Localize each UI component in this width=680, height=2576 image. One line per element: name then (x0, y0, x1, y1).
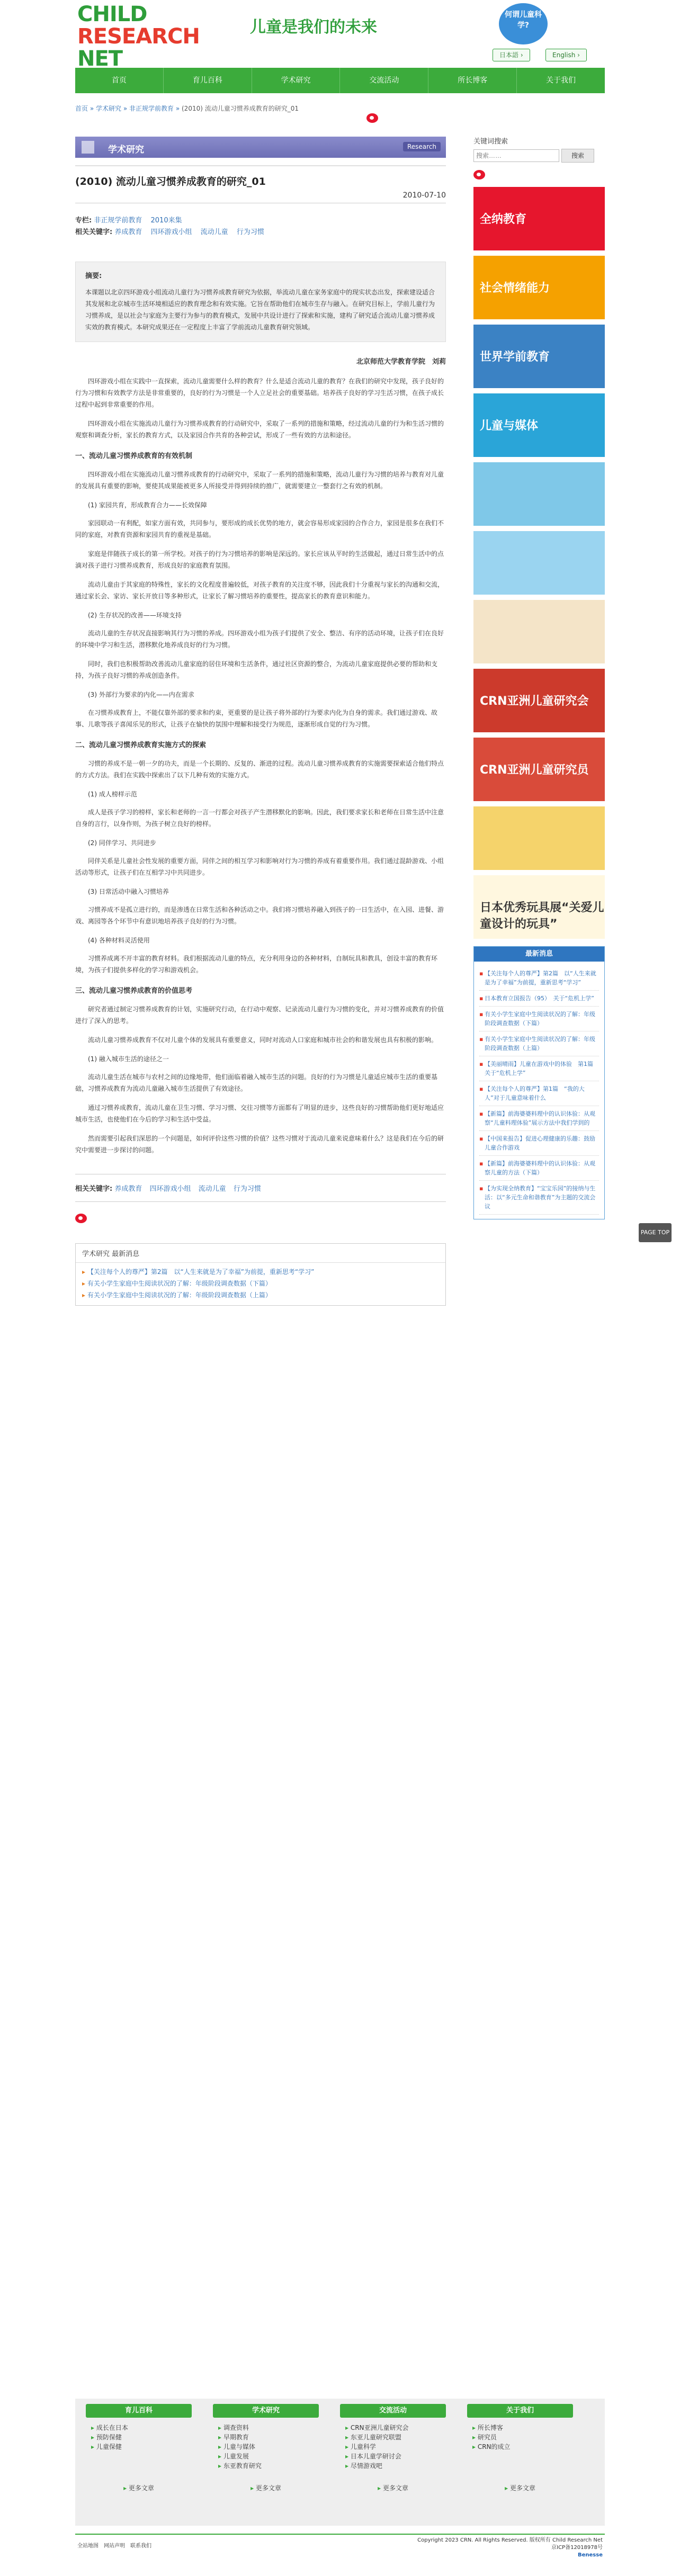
subheading: (1) 成人榜样示范 (88, 791, 137, 798)
footer-links[interactable]: 全站地图 网站声明 联系我们 (77, 2543, 151, 2549)
article-author: 北京师范大学教育学院 刘莉 (356, 358, 446, 366)
paragraph: 通过习惯养成教育，流动儿童在卫生习惯、学习习惯、交往习惯等方面都有了明显的进步，这些良好的习惯帮助他们更好地适应城市生活，也使他们在今后的学习和生活中受益。 (75, 1104, 444, 1123)
latest-item[interactable]: ▪ 【新篇】前海婆婆料理中的认识体验：从观察儿童的方法（下篇） (479, 1156, 599, 1181)
keyword-link[interactable]: 四环游戏小组 (150, 228, 192, 236)
paragraph: 四环游戏小组在实施流动儿童行为习惯养成教育的行动研究中，采取了一系列的措施和策略，经过流动儿童的行为和生活习惯的观察和调查分析，家长的教育方式，以及家园合作共育的各种尝试，形成了一些有效的方法和途径。 (75, 420, 444, 439)
category-link[interactable]: 非正规学前教育 (94, 217, 142, 225)
category-link[interactable]: 2010来集 (150, 217, 182, 225)
paragraph: 同伴关系是儿童社会性发展的重要方面，同伴之间的相互学习和影响对行为习惯的养成有着重要作用。我们通过混龄游戏、小组活动等形式，让孩子们在互相学习中共同进步。 (75, 857, 444, 876)
sidebar-banner-label: CRN亚洲儿童研究员 (480, 764, 589, 777)
keyword-link[interactable]: 流动儿童 (198, 1185, 226, 1193)
paragraph: 流动儿童的生存状况直接影响其行为习惯的养成。四环游戏小组为孩子们提供了安全、整洁、有序的活动环境，让孩子们在良好的环境中学习和生活，潜移默化地养成良好的行为习惯。 (75, 630, 444, 649)
article-body (75, 375, 446, 1156)
footer-column-heading[interactable]: 关于我们 (467, 2404, 573, 2418)
footer-copyright-block (417, 2537, 603, 2559)
paragraph: 然而需要引起我们深思的一个问题是，如何评价这些习惯的价值？这些习惯对于流动儿童来说意味着什么？这是我们在今后的研究中需要进一步探讨的问题。 (75, 1135, 444, 1154)
article-title: (2010) 流动儿童习惯养成教育的研究_01 (75, 176, 266, 187)
footer-link[interactable]: ▸ 成长在日本 (91, 2423, 192, 2433)
latest-item[interactable]: ▪ 日本教育立国报告（95） 关于“危机上学” (479, 991, 599, 1007)
keyword-link[interactable]: 流动儿童 (200, 228, 228, 236)
paragraph: 家园联动一有利配，如家方面有效，共同参与，要形成的成长优势的地方，就会容易形成家园的合作合力，家园是很多在我们不同的家庭，对教育资源和家园共育的重视是基础。 (75, 519, 444, 538)
keywords-label: 相关关键字: (75, 228, 113, 236)
bottom-keywords (75, 1174, 446, 1202)
nav-research[interactable]: 学术研究 (252, 68, 341, 93)
keyword-link[interactable]: 行为习惯 (233, 1185, 261, 1193)
benesse-logo: Benesse (578, 2552, 603, 2558)
keyword-link[interactable]: 四环游戏小组 (149, 1185, 191, 1193)
paragraph: 流动儿童习惯养成教育不仅对儿童个体的发展具有重要意义，同时对流动人口家庭和城市社会的和谐发展也具有积极的影响。 (88, 1036, 438, 1044)
footer-link[interactable]: ▸ 调查资料 (218, 2423, 319, 2433)
sidebar-banner[interactable] (473, 256, 605, 319)
footer-more-link[interactable]: ▸ 更多文章 (340, 2483, 446, 2492)
related-news (75, 1243, 446, 1306)
article-date: 2010-07-10 (75, 191, 446, 203)
paragraph: 家庭是伴随孩子成长的第一所学校。对孩子的行为习惯培养的影响是深远的。家长应该从平时的生活做起，通过日常生活中的点滴对孩子进行习惯养成教育，形成良好的家庭教育氛围。 (75, 550, 444, 569)
keyword-link[interactable]: 行为习惯 (236, 228, 264, 236)
search-button[interactable]: 搜索 (561, 149, 594, 163)
subheading: (2) 生存状况的改善——环境支持 (88, 612, 182, 619)
footer-column (340, 2404, 446, 2471)
paragraph: 习惯养成不是孤立进行的，而是渗透在日常生活和各种活动之中。我们将习惯培养融入到孩子的一日生活中，在入园、进餐、游戏、离园等各个环节中有意识地培养孩子良好的行为习惯。 (75, 906, 444, 925)
crumb-research[interactable]: 学术研究 (96, 105, 122, 112)
logo-child: CHILD (77, 2, 147, 26)
latest-item[interactable]: ▪ 有关小学生家庭中生阅读状况的了解：年级阶段调查数据（下篇） (479, 1007, 599, 1031)
article-tags (75, 215, 446, 238)
search-label: 关键词搜索 (473, 138, 508, 146)
sidebar-banner-label: 社会情绪能力 (480, 282, 550, 295)
nav-exchange[interactable]: 交流活动 (340, 68, 428, 93)
logo-research: RESEARCH (77, 24, 200, 49)
weibo-icon[interactable] (473, 170, 485, 179)
footer-link[interactable]: ▸ CRN的成立 (472, 2442, 573, 2452)
paragraph: 四环游戏小组在实施流动儿童习惯养成教育的行动研究中，采取了一系列的措施和策略，流动儿童行为习惯的培养与教育对儿童的发展具有重要的影响，要使其成果能被更多人所接受并得到持续的推广，就需要建立一整套行之有效的机制。 (75, 471, 444, 490)
paragraph: 在习惯养成教育上，不能仅靠外部的要求和约束，更重要的是让孩子将外部的行为要求内化为自身的需求。我们通过游戏、故事、儿歌等孩子喜闻乐见的形式，让孩子在愉快的氛围中理解和接受行为规范，逐渐形成自觉的行为习惯。 (75, 709, 438, 728)
footer-column (467, 2404, 573, 2471)
sidebar-banner[interactable] (473, 393, 605, 457)
footer-column-heading[interactable]: 育儿百科 (86, 2404, 192, 2418)
keyword-link[interactable]: 养成教育 (114, 1185, 142, 1193)
crumb-sep: » (174, 105, 182, 112)
footer-more-link[interactable]: ▸ 更多文章 (86, 2483, 192, 2492)
sidebar-banner[interactable] (473, 531, 605, 595)
sidebar-banner[interactable] (473, 325, 605, 388)
sidebar (473, 98, 605, 1219)
section-heading: 三、流动儿童习惯养成教育的价值思考 (75, 987, 193, 995)
paragraph: 同时，我们也积极帮助改善流动儿童家庭的居住环境和生活条件，通过社区资源的整合，为流动儿童家庭提供必要的帮助和支持，为孩子良好习惯的养成创造条件。 (75, 660, 438, 679)
latest-item[interactable]: ▪ 【美丽晴雨】儿童在游戏中的体验 第1篇 关于“危机上学” (479, 1056, 599, 1081)
latest-heading: 最新消息 (474, 947, 604, 962)
subheading: (2) 同伴学习、共同进步 (88, 839, 156, 847)
footer-link[interactable]: ▸ 预防保健 (91, 2433, 192, 2442)
abstract-box (75, 262, 446, 342)
subheading: (1) 融入城市生活的途径之一 (88, 1055, 169, 1063)
related-heading: 学术研究 最新消息 (76, 1244, 445, 1263)
footer-column (213, 2404, 319, 2471)
abstract-text: 本课题以北京四环游戏小组流动儿童行为习惯养成教育研究为依据，举流动儿童在家务家庭中的现实状态出发，探索建设适合其发展和北京城市生活环境相适应的教育理念和有效实施。它旨在帮助他们在城市生存与融入。在研究目标上，学前儿童行为习惯养成，是以社会与家庭为主要行为参与的教育模式，发展中共设计进行了探索和实施，建构了研究适合流动儿童习惯养成实效的教育模式。本研究成果还在一定程度上丰富了学前流动儿童教育研究领域。 (85, 289, 435, 331)
footer-link[interactable]: ▸ 所长博客 (472, 2423, 573, 2433)
sidebar-banner-label: 日本优秀玩具展“关爱儿童设计的玩具” (480, 901, 604, 931)
crumb-category[interactable]: 非正规学前教育 (129, 105, 174, 112)
abstract-heading: 摘要: (85, 272, 102, 280)
logo-net: NET (77, 47, 123, 71)
section-tag: Research (403, 142, 441, 151)
crumb-home[interactable]: 首页 (75, 105, 88, 112)
footer-more-row (75, 2483, 605, 2492)
footer-link[interactable]: ▸ 日本儿童学研讨会 (345, 2452, 446, 2461)
related-item[interactable]: ▸ 【关注每个人的尊严】第2篇 以“人生来就是为了幸福”为前提，重新思考“学习” (82, 1266, 445, 1278)
latest-item[interactable]: ▪ 【新篇】前海婆婆料理中的认识体验：从观察“儿童料理体验”展示方法中我们学到的 (479, 1106, 599, 1131)
nav-about[interactable]: 关于我们 (546, 76, 576, 85)
weibo-share-icon[interactable] (366, 113, 378, 123)
nav-home[interactable]: 首页 (75, 68, 164, 93)
sidebar-banner-label: 全纳教育 (480, 213, 527, 226)
footer-link[interactable]: ▸ 儿童与媒体 (218, 2442, 319, 2452)
related-item[interactable]: ▸ 有关小学生家庭中生阅读状况的了解：年级阶段调查数据（上篇） (82, 1289, 445, 1301)
banner-list (473, 187, 605, 939)
section-heading: 一、流动儿童习惯养成教育的有效机制 (75, 452, 193, 460)
sidebar-banner-label: 儿童与媒体 (480, 419, 539, 433)
page (75, 0, 605, 2558)
footer-column-heading[interactable]: 交流活动 (340, 2404, 446, 2418)
footer-columns (75, 2399, 605, 2476)
subheading: (3) 外部行为要求的内化——内在需求 (88, 691, 194, 698)
keyword-link[interactable]: 养成教育 (114, 228, 142, 236)
sidebar-banner-label: 世界学前教育 (480, 351, 550, 364)
keywords-label: 相关关键字: (75, 1185, 113, 1193)
lang-ja-button[interactable]: 日本語 › (493, 49, 530, 61)
section-icon (82, 141, 94, 154)
latest-news (473, 946, 605, 1219)
footer-link[interactable]: ▸ 东亚教育研究 (218, 2461, 319, 2471)
footer-column-heading[interactable]: 学术研究 (213, 2404, 319, 2418)
sidebar-banner[interactable] (473, 738, 605, 801)
main-content (75, 98, 446, 1306)
paragraph: 流动儿童由于其家庭的特殊性，家长的文化程度普遍较低，对孩子教育的关注度不够，因此我们十分重视与家长的沟通和交流，通过家长会、家访、家长开放日等多种形式，让家长了解习惯培养的重要性，提高家长的教育意识和能力。 (75, 581, 444, 600)
sidebar-banner[interactable] (473, 462, 605, 526)
share-row (75, 1214, 446, 1225)
paragraph: 研究者通过制定习惯养成教育的计划，实施研究行动，在行动中观察、记录流动儿童行为习惯的变化，并对习惯养成教育的价值进行了深入的思考。 (75, 1006, 444, 1025)
main-nav (75, 68, 605, 93)
crumb-current: (2010) 流动儿童习惯养成教育的研究_01 (182, 105, 299, 112)
subheading: (4) 各种材料灵活使用 (88, 937, 150, 944)
footer-copyright: Copyright 2023 CRN. All Rights Reserved. 版权所有 Child Research Net (417, 2537, 603, 2543)
footer-icp: 京ICP备12018978号 (551, 2545, 603, 2551)
footer-link[interactable]: ▸ 东亚儿童研究联盟 (345, 2433, 446, 2442)
footer-link[interactable]: ▸ 尽情游戏吧 (345, 2461, 446, 2471)
paragraph: 成人是孩子学习的榜样，家长和老师的一言一行都会对孩子产生潜移默化的影响。因此，我们要求家长和老师在日常生活中注意自身的言行，以身作则，为孩子树立良好的榜样。 (75, 809, 444, 828)
footer-column (86, 2404, 192, 2471)
footer-link[interactable]: ▸ 儿童保健 (91, 2442, 192, 2452)
nav-blog[interactable]: 所长博客 (428, 68, 517, 93)
latest-item[interactable]: ▪ 【关注每个人的尊严】第1篇 “我的大人”对于儿童意味着什么 (479, 1081, 599, 1106)
sidebar-banner[interactable] (473, 600, 605, 663)
site-footer (75, 2399, 605, 2526)
latest-item[interactable]: ▪ 有关小学生家庭中生阅读状况的了解：年级阶段调查数据（上篇） (479, 1031, 599, 1056)
page-top-button[interactable]: PAGE TOP (639, 1223, 672, 1242)
subheading: (3) 日常活动中融入习惯培养 (88, 888, 169, 895)
footer-link[interactable]: ▸ 儿童科学 (345, 2442, 446, 2452)
footer-bar (75, 2534, 605, 2556)
sidebar-banner-label: CRN亚洲儿童研究会 (480, 695, 589, 708)
footer-link[interactable]: ▸ 研究员 (472, 2433, 573, 2442)
sidebar-banner[interactable] (473, 875, 605, 939)
footer-more-link[interactable]: ▸ 更多文章 (213, 2483, 319, 2492)
paragraph: 习惯的养成不是一朝一夕的功夫，而是一个长期的、反复的、渐进的过程。流动儿童习惯养成教育的实施需要探索适合他们特点的方式方法。我们在实践中探索出了以下几种有效的实施方式。 (75, 760, 444, 779)
footer-link[interactable]: ▸ 儿童发展 (218, 2452, 319, 2461)
search-input[interactable] (473, 149, 559, 162)
weibo-share-icon[interactable] (75, 1214, 87, 1223)
paragraph: 习惯养成离不开丰富的教育材料。我们根据流动儿童的特点，充分利用身边的各种材料，自制玩具和教具，创设丰富的教育环境，为孩子们提供多样化的学习和游戏机会。 (75, 955, 438, 974)
section-header (75, 137, 446, 158)
paragraph: 流动儿童生活在城市与农村之间的边缘地带，他们面临着融入城市生活的问题。良好的行为习惯是儿童适应城市生活的重要基础，习惯养成教育为流动儿童融入城市生活提供了有效途径。 (75, 1073, 438, 1092)
paragraph: 四环游戏小组在实践中一直探索，流动儿童需要什么样的教育？什么是适合流动儿童的教育？在我们的研究中发现，孩子良好的行为习惯和有效教学方法是非常重要的，良好的行为习惯是一个人立足社会的重要基础。培养孩子良好的学习生活习惯，在孩子成长过程中起到非常重要的作用。 (75, 378, 444, 408)
search-form (473, 149, 605, 163)
subheading: (1) 家园共育，形成教育合力——长效保障 (88, 501, 207, 509)
sidebar-banner[interactable] (473, 806, 605, 870)
latest-item[interactable]: ▪ 【为实现全纳教育】“宝宝乐园”的接纳与生活：以“多元生命和谐教育”为主题的交流会议 (479, 1181, 599, 1215)
section-title: 学术研究 (108, 145, 144, 155)
sidebar-banner[interactable] (473, 187, 605, 250)
footer-link[interactable]: ▸ 早期教育 (218, 2433, 319, 2442)
site-logo[interactable] (77, 2, 200, 71)
section-heading: 二、流动儿童习惯养成教育实施方式的探索 (75, 741, 207, 749)
latest-item[interactable]: ▪ 【中国来报告】促进心理健康的乐趣：鼓励儿童合作游戏 (479, 1131, 599, 1156)
latest-item[interactable]: ▪ 【关注每个人的尊严】第2篇 以“人生来就是为了幸福”为前提，重新思考“学习” (479, 966, 599, 991)
balloon-link[interactable]: 何谓儿童科学? (499, 3, 548, 44)
nav-parenting[interactable]: 育儿百科 (164, 68, 252, 93)
footer-link[interactable]: ▸ CRN亚洲儿童研究会 (345, 2423, 446, 2433)
site-slogan: 儿童是我们的未来 (250, 18, 377, 37)
footer-more-link[interactable]: ▸ 更多文章 (467, 2483, 573, 2492)
lang-en-button[interactable]: English › (545, 49, 587, 61)
category-label: 专栏: (75, 217, 92, 225)
site-header (75, 0, 605, 71)
related-item[interactable]: ▸ 有关小学生家庭中生阅读状况的了解：年级阶段调查数据（下篇） (82, 1278, 445, 1289)
crumb-sep: » (88, 105, 96, 112)
article (75, 165, 446, 1306)
sidebar-banner[interactable] (473, 669, 605, 732)
crumb-sep: » (121, 105, 129, 112)
